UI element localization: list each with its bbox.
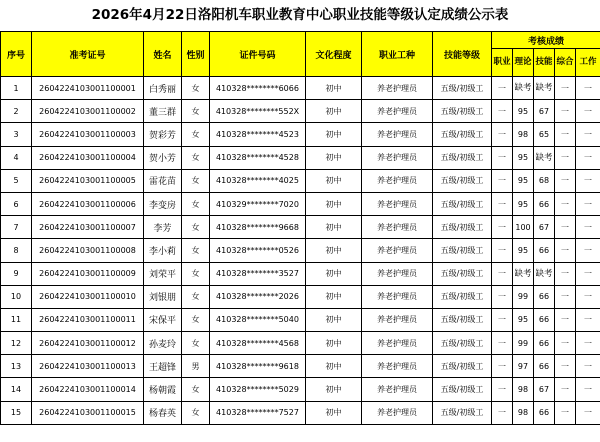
cell-occupation: 养老护理员 xyxy=(362,355,433,378)
cell-name: 李芳 xyxy=(144,216,182,239)
cell-comprehensive: 一 xyxy=(555,355,576,378)
cell-seq: 6 xyxy=(1,192,32,215)
cell-theory: 95 xyxy=(513,146,534,169)
cell-skill-level: 五级/初级工 xyxy=(433,285,492,308)
cell-name: 白秀丽 xyxy=(144,77,182,100)
cell-exam-number: 2604224103001100003 xyxy=(32,123,144,146)
cell-exam-number: 2604224103001100010 xyxy=(32,285,144,308)
cell-professional: 一 xyxy=(492,332,513,355)
cell-gender: 女 xyxy=(182,332,210,355)
cell-professional: 一 xyxy=(492,308,513,331)
cell-professional: 一 xyxy=(492,216,513,239)
cell-skill-level: 五级/初级工 xyxy=(433,77,492,100)
cell-work: 一 xyxy=(576,262,600,285)
cell-occupation: 养老护理员 xyxy=(362,123,433,146)
cell-work: 一 xyxy=(576,401,600,424)
cell-theory: 95 xyxy=(513,100,534,123)
table-row xyxy=(1,355,600,378)
cell-name: 王超锋 xyxy=(144,355,182,378)
cell-skill: 65 xyxy=(534,123,555,146)
cell-theory: 缺考 xyxy=(513,262,534,285)
cell-comprehensive: 一 xyxy=(555,192,576,215)
header-theory: 理论 xyxy=(513,49,534,77)
cell-education: 初中 xyxy=(306,123,362,146)
cell-id-number: 410328********9668 xyxy=(210,216,306,239)
cell-occupation: 养老护理员 xyxy=(362,378,433,401)
cell-occupation: 养老护理员 xyxy=(362,100,433,123)
cell-id-number: 410328********6066 xyxy=(210,77,306,100)
cell-professional: 一 xyxy=(492,123,513,146)
header-assessment: 考核成绩 xyxy=(492,32,600,49)
cell-name: 杨朝霞 xyxy=(144,378,182,401)
cell-skill-level: 五级/初级工 xyxy=(433,123,492,146)
header-skill-level: 技能等级 xyxy=(433,32,492,77)
cell-work: 一 xyxy=(576,239,600,262)
cell-skill-level: 五级/初级工 xyxy=(433,401,492,424)
cell-education: 初中 xyxy=(306,332,362,355)
cell-exam-number: 2604224103001100002 xyxy=(32,100,144,123)
cell-name: 刘银朋 xyxy=(144,285,182,308)
table-row xyxy=(1,285,600,308)
header-name: 姓名 xyxy=(144,32,182,77)
table-row xyxy=(1,77,600,100)
cell-seq: 8 xyxy=(1,239,32,262)
cell-work: 一 xyxy=(576,169,600,192)
page-title: 2026年4月22日洛阳机车职业教育中心职业技能等级认定成绩公示表 xyxy=(91,7,509,23)
table-row xyxy=(1,401,600,424)
cell-skill: 66 xyxy=(534,239,555,262)
header-gender: 性别 xyxy=(182,32,210,77)
cell-skill: 66 xyxy=(534,401,555,424)
cell-id-number: 410329********7020 xyxy=(210,192,306,215)
cell-skill: 66 xyxy=(534,355,555,378)
cell-education: 初中 xyxy=(306,169,362,192)
cell-gender: 女 xyxy=(182,192,210,215)
cell-theory: 97 xyxy=(513,355,534,378)
cell-occupation: 养老护理员 xyxy=(362,77,433,100)
cell-work: 一 xyxy=(576,123,600,146)
cell-id-number: 410328********4568 xyxy=(210,332,306,355)
cell-skill: 缺考 xyxy=(534,262,555,285)
cell-professional: 一 xyxy=(492,239,513,262)
cell-skill: 67 xyxy=(534,100,555,123)
cell-skill: 67 xyxy=(534,378,555,401)
cell-occupation: 养老护理员 xyxy=(362,308,433,331)
cell-skill-level: 五级/初级工 xyxy=(433,308,492,331)
cell-occupation: 养老护理员 xyxy=(362,216,433,239)
cell-skill: 66 xyxy=(534,332,555,355)
cell-professional: 一 xyxy=(492,378,513,401)
cell-exam-number: 2604224103001100001 xyxy=(32,77,144,100)
cell-skill: 缺考 xyxy=(534,77,555,100)
cell-skill: 67 xyxy=(534,216,555,239)
cell-seq: 4 xyxy=(1,146,32,169)
cell-work: 一 xyxy=(576,285,600,308)
cell-seq: 14 xyxy=(1,378,32,401)
cell-skill: 66 xyxy=(534,285,555,308)
cell-id-number: 410328********2026 xyxy=(210,285,306,308)
cell-skill-level: 五级/初级工 xyxy=(433,192,492,215)
cell-gender: 女 xyxy=(182,378,210,401)
cell-skill-level: 五级/初级工 xyxy=(433,262,492,285)
cell-education: 初中 xyxy=(306,216,362,239)
cell-seq: 10 xyxy=(1,285,32,308)
table-row xyxy=(1,123,600,146)
cell-name: 贺小芳 xyxy=(144,146,182,169)
header-id-number: 证件号码 xyxy=(210,32,306,77)
cell-work: 一 xyxy=(576,192,600,215)
cell-education: 初中 xyxy=(306,378,362,401)
cell-professional: 一 xyxy=(492,401,513,424)
table-row xyxy=(1,146,600,169)
cell-name: 雷花苗 xyxy=(144,169,182,192)
cell-name: 李小莉 xyxy=(144,239,182,262)
cell-exam-number: 2604224103001100006 xyxy=(32,192,144,215)
cell-exam-number: 2604224103001100011 xyxy=(32,308,144,331)
header-exam-number: 准考证号 xyxy=(32,32,144,77)
cell-education: 初中 xyxy=(306,401,362,424)
cell-education: 初中 xyxy=(306,308,362,331)
cell-skill-level: 五级/初级工 xyxy=(433,216,492,239)
cell-id-number: 410328********4523 xyxy=(210,123,306,146)
cell-comprehensive: 一 xyxy=(555,77,576,100)
cell-skill: 缺考 xyxy=(534,146,555,169)
cell-name: 孙麦玲 xyxy=(144,332,182,355)
cell-theory: 95 xyxy=(513,308,534,331)
cell-gender: 女 xyxy=(182,169,210,192)
cell-gender: 女 xyxy=(182,123,210,146)
cell-exam-number: 2604224103001100009 xyxy=(32,262,144,285)
cell-work: 一 xyxy=(576,146,600,169)
cell-comprehensive: 一 xyxy=(555,285,576,308)
cell-id-number: 410328********552X xyxy=(210,100,306,123)
cell-id-number: 410328********5040 xyxy=(210,308,306,331)
cell-education: 初中 xyxy=(306,262,362,285)
cell-id-number: 410328********9618 xyxy=(210,355,306,378)
header-skill: 技能 xyxy=(534,49,555,77)
cell-work: 一 xyxy=(576,332,600,355)
table-row xyxy=(1,332,600,355)
cell-professional: 一 xyxy=(492,146,513,169)
table-row xyxy=(1,378,600,401)
cell-skill: 66 xyxy=(534,308,555,331)
cell-seq: 12 xyxy=(1,332,32,355)
table-body xyxy=(1,77,600,425)
header-seq: 序号 xyxy=(1,32,32,77)
cell-occupation: 养老护理员 xyxy=(362,401,433,424)
cell-name: 刘荣平 xyxy=(144,262,182,285)
cell-occupation: 养老护理员 xyxy=(362,169,433,192)
cell-professional: 一 xyxy=(492,100,513,123)
cell-work: 一 xyxy=(576,308,600,331)
cell-seq: 5 xyxy=(1,169,32,192)
cell-gender: 女 xyxy=(182,308,210,331)
table-row xyxy=(1,308,600,331)
cell-occupation: 养老护理员 xyxy=(362,146,433,169)
cell-skill: 68 xyxy=(534,169,555,192)
cell-name: 董三群 xyxy=(144,100,182,123)
cell-exam-number: 2604224103001100012 xyxy=(32,332,144,355)
cell-seq: 2 xyxy=(1,100,32,123)
cell-name: 贺彩芳 xyxy=(144,123,182,146)
cell-id-number: 410328********5029 xyxy=(210,378,306,401)
cell-education: 初中 xyxy=(306,146,362,169)
cell-theory: 95 xyxy=(513,192,534,215)
cell-skill-level: 五级/初级工 xyxy=(433,169,492,192)
cell-gender: 女 xyxy=(182,146,210,169)
table-row xyxy=(1,239,600,262)
cell-occupation: 养老护理员 xyxy=(362,192,433,215)
cell-theory: 95 xyxy=(513,239,534,262)
cell-comprehensive: 一 xyxy=(555,308,576,331)
cell-comprehensive: 一 xyxy=(555,378,576,401)
cell-skill-level: 五级/初级工 xyxy=(433,355,492,378)
cell-education: 初中 xyxy=(306,77,362,100)
cell-professional: 一 xyxy=(492,262,513,285)
cell-work: 一 xyxy=(576,100,600,123)
cell-exam-number: 2604224103001100005 xyxy=(32,169,144,192)
results-table xyxy=(0,31,600,425)
header-professional: 职业 xyxy=(492,49,513,77)
cell-work: 一 xyxy=(576,355,600,378)
table-header xyxy=(1,32,600,77)
cell-id-number: 410328********4025 xyxy=(210,169,306,192)
cell-seq: 7 xyxy=(1,216,32,239)
header-work: 工作 xyxy=(576,49,600,77)
cell-theory: 100 xyxy=(513,216,534,239)
cell-education: 初中 xyxy=(306,100,362,123)
cell-occupation: 养老护理员 xyxy=(362,332,433,355)
cell-skill-level: 五级/初级工 xyxy=(433,146,492,169)
cell-gender: 女 xyxy=(182,100,210,123)
cell-professional: 一 xyxy=(492,169,513,192)
cell-gender: 女 xyxy=(182,262,210,285)
header-education: 文化程度 xyxy=(306,32,362,77)
header-row-main xyxy=(1,32,600,49)
cell-exam-number: 2604224103001100007 xyxy=(32,216,144,239)
cell-seq: 13 xyxy=(1,355,32,378)
cell-gender: 女 xyxy=(182,401,210,424)
cell-skill-level: 五级/初级工 xyxy=(433,239,492,262)
cell-theory: 98 xyxy=(513,401,534,424)
cell-theory: 98 xyxy=(513,378,534,401)
cell-theory: 98 xyxy=(513,123,534,146)
cell-education: 初中 xyxy=(306,285,362,308)
cell-id-number: 410328********0526 xyxy=(210,239,306,262)
cell-theory: 95 xyxy=(513,169,534,192)
cell-gender: 女 xyxy=(182,216,210,239)
header-occupation: 职业工种 xyxy=(362,32,433,77)
cell-professional: 一 xyxy=(492,285,513,308)
cell-education: 初中 xyxy=(306,239,362,262)
cell-seq: 3 xyxy=(1,123,32,146)
cell-seq: 9 xyxy=(1,262,32,285)
cell-professional: 一 xyxy=(492,192,513,215)
cell-occupation: 养老护理员 xyxy=(362,239,433,262)
cell-theory: 99 xyxy=(513,285,534,308)
cell-exam-number: 2604224103001100014 xyxy=(32,378,144,401)
cell-theory: 缺考 xyxy=(513,77,534,100)
cell-seq: 1 xyxy=(1,77,32,100)
cell-exam-number: 2604224103001100008 xyxy=(32,239,144,262)
cell-comprehensive: 一 xyxy=(555,169,576,192)
header-comprehensive: 综合 xyxy=(555,49,576,77)
cell-seq: 15 xyxy=(1,401,32,424)
cell-education: 初中 xyxy=(306,192,362,215)
cell-id-number: 410328********4528 xyxy=(210,146,306,169)
cell-education: 初中 xyxy=(306,355,362,378)
cell-name: 杨春英 xyxy=(144,401,182,424)
cell-comprehensive: 一 xyxy=(555,332,576,355)
cell-comprehensive: 一 xyxy=(555,239,576,262)
cell-gender: 女 xyxy=(182,285,210,308)
cell-comprehensive: 一 xyxy=(555,146,576,169)
cell-professional: 一 xyxy=(492,77,513,100)
cell-name: 李变房 xyxy=(144,192,182,215)
table-row xyxy=(1,262,600,285)
cell-comprehensive: 一 xyxy=(555,216,576,239)
cell-comprehensive: 一 xyxy=(555,401,576,424)
cell-comprehensive: 一 xyxy=(555,100,576,123)
cell-work: 一 xyxy=(576,378,600,401)
cell-gender: 女 xyxy=(182,77,210,100)
cell-work: 一 xyxy=(576,216,600,239)
cell-exam-number: 2604224103001100013 xyxy=(32,355,144,378)
cell-comprehensive: 一 xyxy=(555,262,576,285)
cell-seq: 11 xyxy=(1,308,32,331)
cell-comprehensive: 一 xyxy=(555,123,576,146)
table-row xyxy=(1,216,600,239)
cell-exam-number: 2604224103001100004 xyxy=(32,146,144,169)
cell-gender: 女 xyxy=(182,239,210,262)
cell-skill-level: 五级/初级工 xyxy=(433,332,492,355)
cell-gender: 男 xyxy=(182,355,210,378)
table-row xyxy=(1,169,600,192)
cell-theory: 99 xyxy=(513,332,534,355)
cell-occupation: 养老护理员 xyxy=(362,285,433,308)
cell-skill-level: 五级/初级工 xyxy=(433,378,492,401)
cell-professional: 一 xyxy=(492,355,513,378)
cell-occupation: 养老护理员 xyxy=(362,262,433,285)
table-row xyxy=(1,100,600,123)
table-row xyxy=(1,192,600,215)
cell-name: 宋保平 xyxy=(144,308,182,331)
cell-id-number: 410328********3527 xyxy=(210,262,306,285)
cell-work: 一 xyxy=(576,77,600,100)
cell-exam-number: 2604224103001100015 xyxy=(32,401,144,424)
cell-skill: 66 xyxy=(534,192,555,215)
cell-skill-level: 五级/初级工 xyxy=(433,100,492,123)
cell-id-number: 410328********7527 xyxy=(210,401,306,424)
